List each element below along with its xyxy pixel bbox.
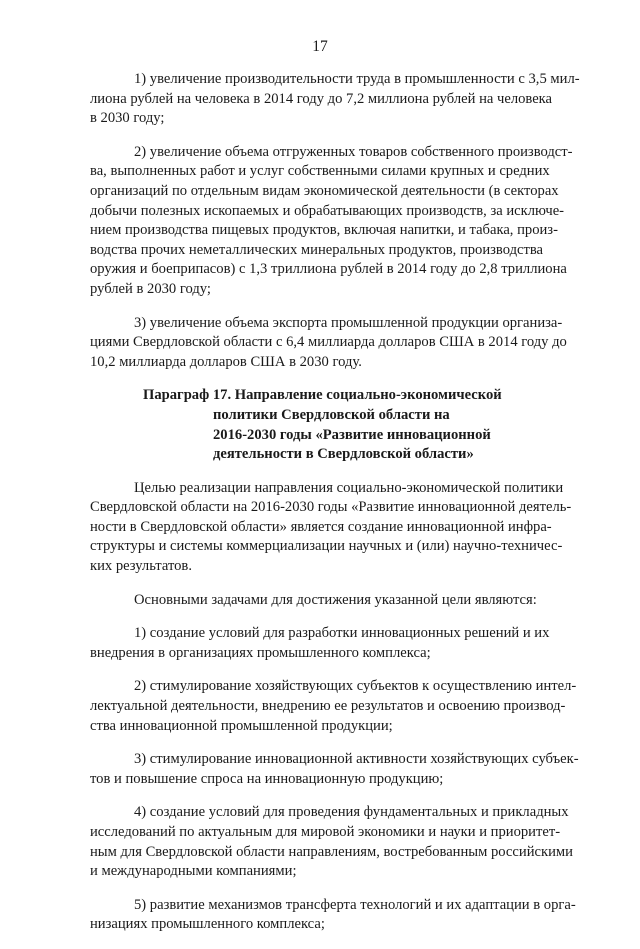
paragraph-task-5: 5) развитие механизмов трансферта технологий и их адаптации в орга- низациях промышленного комплекса;	[90, 896, 576, 933]
paragraph-target-1: 1) увеличение производительности труда в промышленности с 3,5 мил- лиона рублей на человека в 2014 году до 7,2 миллиона рублей на человека в 2030 году;	[90, 71, 580, 127]
page-number: 17	[312, 38, 328, 55]
paragraph-task-3: 3) стимулирование инновационной активности хозяйствующих субъек- тов и повышение спроса на инновационную продукцию;	[90, 751, 579, 787]
paragraph-target-2: 2) увеличение объема отгруженных товаров собственного производст- ва, выполненных работ и услуг собственными силами крупных и средних организаций по отдельным видам экономической деятельности (в секторах добычи полезных ископаемых и обрабатывающих производств, за исключе- нием производства пищевых продуктов, включая напитки, и табака, произ- водства прочих неметаллических минеральных продуктов, производства оружия и боеприпасов) с 1,3 триллиона рублей в 2014 году до 2,8 триллиона рублей в 2030 году;	[90, 143, 573, 297]
paragraph-goal: Целью реализации направления социально-экономической политики Свердловской области на 2016-2030 годы «Развитие инновационной деятель- ности в Свердловской области» является создание инновационной инфра- структуры и системы коммерциализации научных и (или) научно-техничес- ких результатов.	[90, 479, 572, 575]
paragraph-tasks-intro: Основными задачами для достижения указанной цели являются:	[134, 591, 537, 608]
section-heading-rest: политики Свердловской области на 2016-2030 годы «Развитие инновационной деятельности в Свердловской области»	[213, 406, 491, 463]
section-heading	[90, 386, 602, 464]
paragraph-task-4: 4) создание условий для проведения фундаментальных и прикладных исследований по актуальным для мировой экономики и науки и приоритет- ным для Свердловской области направлениям, востребованным российскими и международными компаниями;	[90, 804, 573, 880]
paragraph-task-1: 1) создание условий для разработки инновационных решений и их внедрения в организациях промышленного комплекса;	[90, 625, 550, 661]
text-block-top	[90, 70, 602, 949]
paragraph-target-3: 3) увеличение объема экспорта промышленной продукции организа- циями Свердловской области с 6,4 миллиарда долларов США в 2014 году до 10,2 миллиарда долларов США в 2030 году.	[90, 314, 567, 370]
section-heading-first-line: Параграф 17. Направление социально-экономической	[143, 387, 502, 404]
paragraph-task-2: 2) стимулирование хозяйствующих субъектов к осуществлению интел- лектуальной деятельности, внедрению ее результатов и освоению производ- ства инновационной промышленной продукции;	[90, 678, 577, 734]
